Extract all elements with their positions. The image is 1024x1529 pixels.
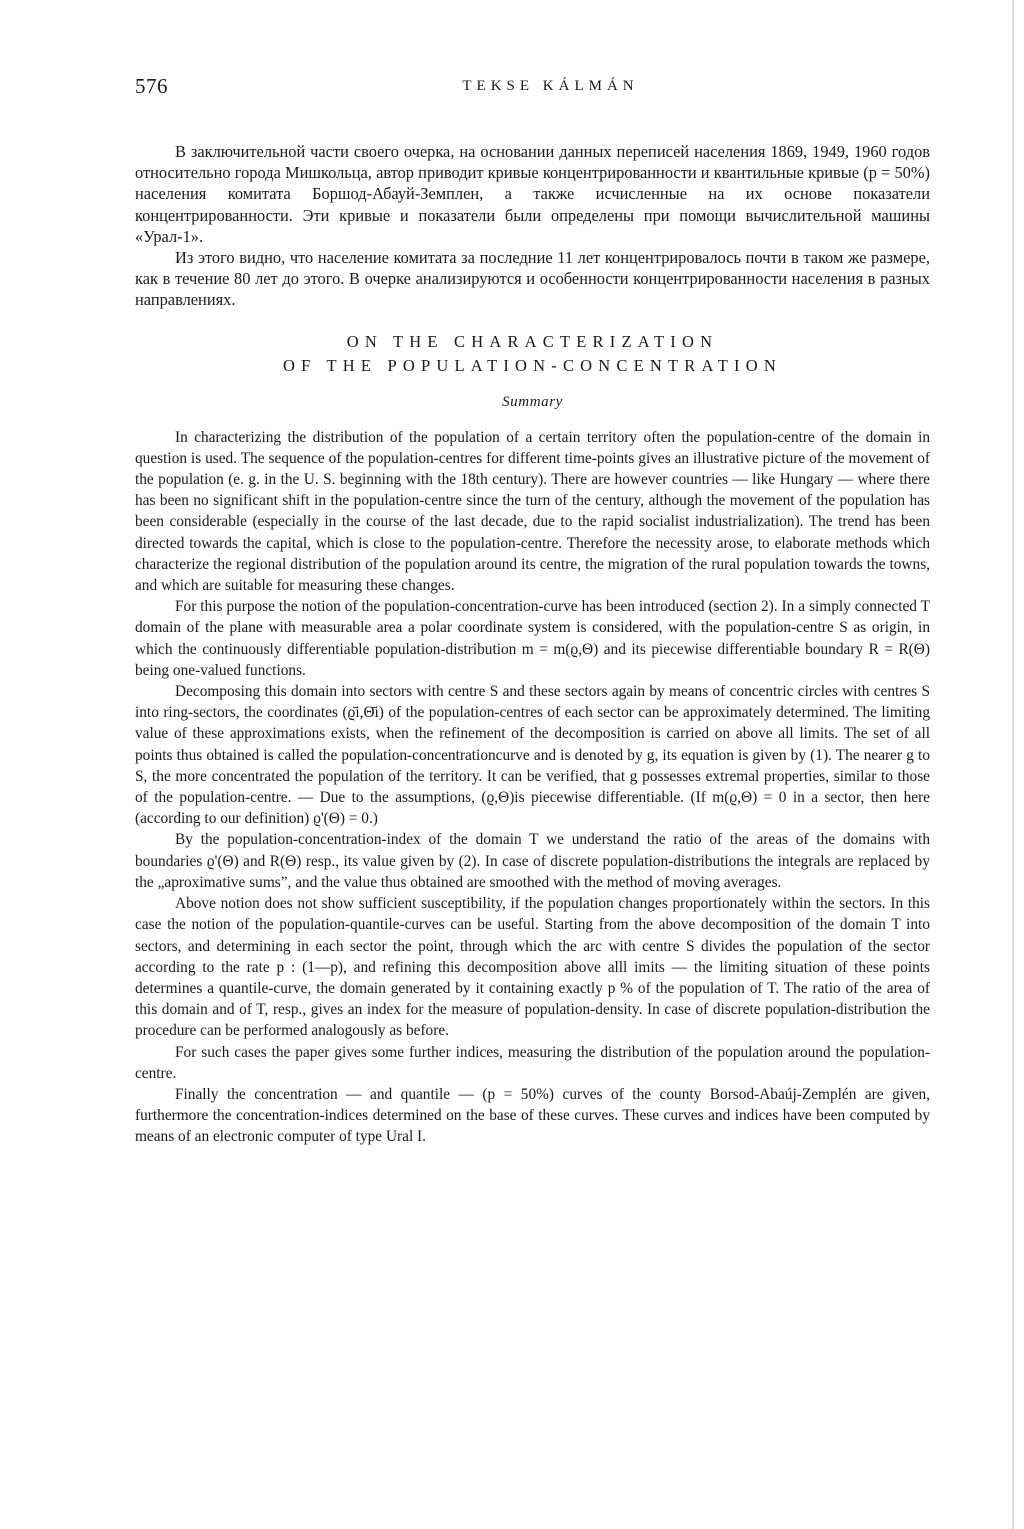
article-title <box>135 330 930 378</box>
title-line-2: OF THE POPULATION-CONCENTRATION <box>283 355 782 375</box>
summary-paragraph: Finally the concentration — and quantile — (p = 50%) curves of the county Borsod-Abaúj-Zemplén are given, furthermore the concentration-indices determined on the base of these curves. These curves and indices have been computed by means of an electronic computer of type Ural I. <box>135 1085 930 1146</box>
summary-paragraph: In characterizing the distribution of the population of a certain territory often the population-centre of the domain in question is used. The sequence of the population-centres for different time-points gives an illustrative picture of the movement of the population (e. g. in the U. S. beginning with the 18th century). There are however countries — like Hungary — where there has been no significant shift in the population-centre since the turn of the century, although the movement of the population has been considerable (especially in the course of the last decade, due to the rapid socialist industrialization). The trend has been directed towards the capital, which is close to the population-centre. Therefore the necessity arose, to elaborate methods which characterize the regional distribution of the population around its centre, the migration of the rural population towards the towns, and which are suitable for measuring these changes. <box>135 428 930 595</box>
russian-abstract <box>135 141 930 311</box>
russian-paragraph: Из этого видно, что население комитата за последние 11 лет концентрировалось почти в таком же размере, как в течение 80 лет до этого. В очерке анализируются и особенности концентрированности населения в разных направлениях. <box>135 248 930 310</box>
page-content <box>135 74 930 1148</box>
page-number: 576 <box>135 74 168 98</box>
summary-paragraph: By the population-concentration-index of the domain T we understand the ratio of the areas of the domains with boundaries ϱ'(Θ) and R(Θ) resp., its value given by (2). In case of discrete population-distributions the integrals are replaced by the „aproximative sums”, and the value thus obtained are smoothed with the method of moving averages. <box>135 831 930 891</box>
page-edge-shadow <box>1012 0 1014 1529</box>
summary-paragraph: For this purpose the notion of the population-concentration-curve has been introduced (section 2). In a simply connected T domain of the plane with measurable area a polar coordinate system is considered, with the population-centre S as origin, in which the continuously differentiable population-distribution m = m(ϱ,Θ) and its piecewise differentiable boundary R = R(Θ) being one-valued functions. <box>135 598 930 679</box>
summary-paragraph: Above notion does not show sufficient susceptibility, if the population changes proportionately within the sectors. In this case the notion of the population-quantile-curves can be useful. Starting from the above decomposition of the domain T into sectors, and determining in each sector the point, through which the arc with centre S divides the population of the sector according to the rate p : (1—p), and refining this decomposition above alll imits — the limiting situation of these points determines a quantile-curve, the domain generated by it containing exactly p % of the population of T. The ratio of the area of this domain and of T, resp., gives an index for the measure of population-density. In case of discrete population-distribution the procedure can be performed analogously as before. <box>135 895 930 1040</box>
title-line-1: ON THE CHARACTERIZATION <box>346 331 719 351</box>
running-title: TEKSE KÁLMÁN <box>462 78 639 94</box>
summary-paragraph: Decomposing this domain into sectors with centre S and these sectors again by means of concentric circles with centres S into ring-sectors, the coordinates (ϱ̄i,Θ̄i) of the population-centres of each sector can be approximately determined. The limiting value of these approximations exists, when the refinement of the decomposition is carried on above all limits. The set of all points thus obtained is called the population-concentrationcurve and is denoted by g, its equation is given by (1). The nearer g to S, the more concentrated the population of the territory. It can be verified, that g possesses extremal properties, similar to those of the population-centre. — Due to the assumptions, (ϱ,Θ)is piecewise differentiable. (If m(ϱ,Θ) = 0 in a sector, then here (according to our definition) ϱ'(Θ) = 0.) <box>135 683 930 828</box>
summary-body <box>135 427 930 1148</box>
running-head <box>135 74 930 104</box>
russian-paragraph: В заключительной части своего очерка, на основании данных переписей населения 1869, 1949, 1960 годов относительно города Мишкольца, автор приводит кривые концентрированности и квантильные кривые (p = 50%) населения комитата Боршод-Абауй-Земплен, а также исчисленные на их основе показатели концентрированности. Эти кривые и показатели были определены при помощи вычислительной машины «Урал-1». <box>135 142 930 246</box>
summary-label: Summary <box>502 393 563 410</box>
summary-paragraph: For such cases the paper gives some further indices, measuring the distribution of the population around the population-centre. <box>135 1043 930 1082</box>
